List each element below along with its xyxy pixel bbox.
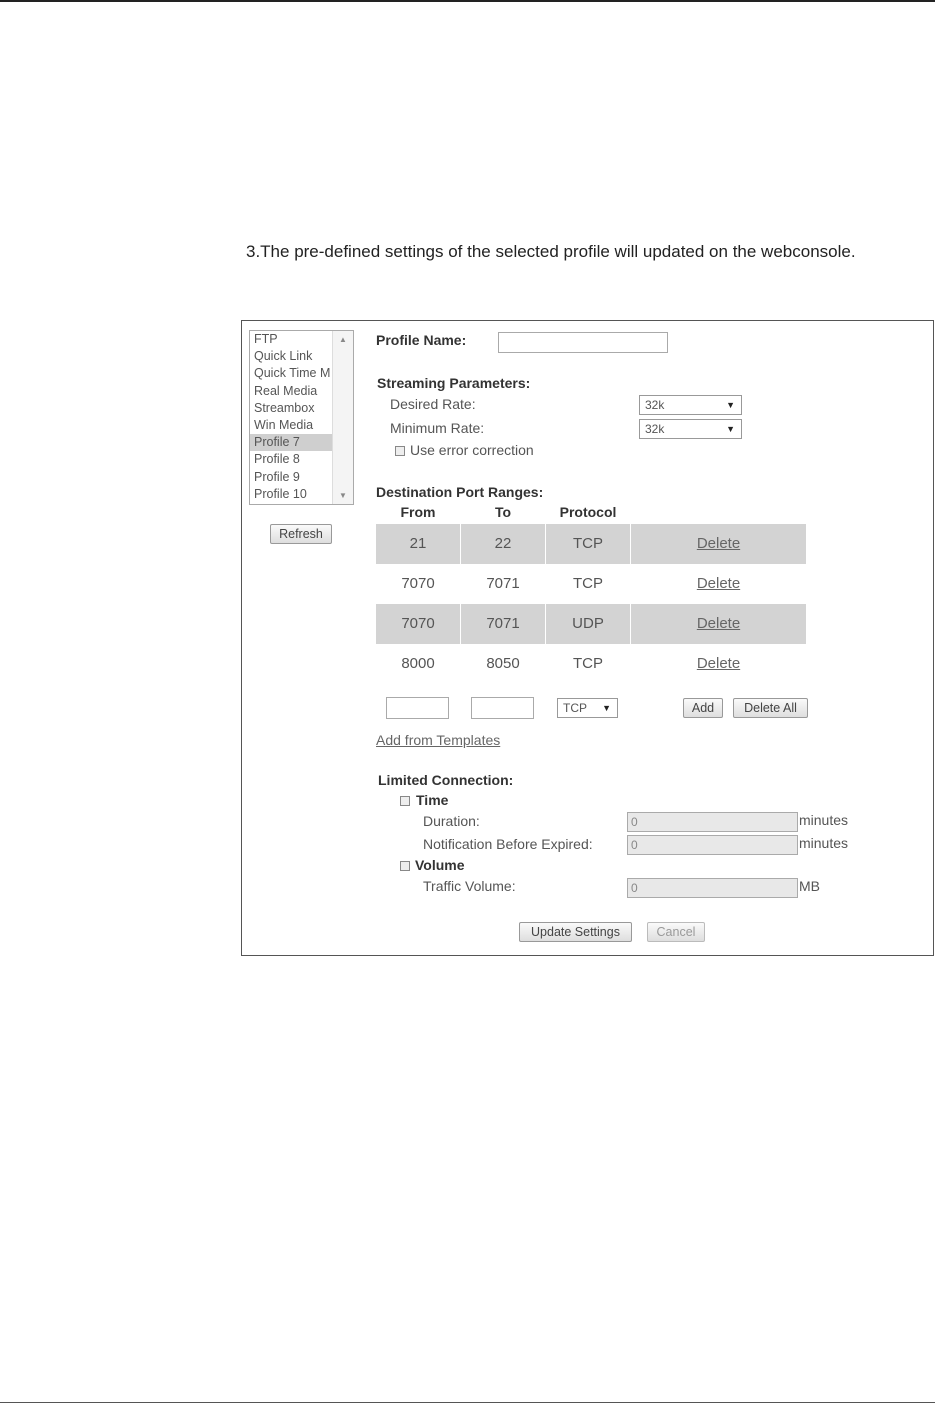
update-settings-button[interactable]: Update Settings <box>519 922 632 942</box>
streaming-parameters-heading: Streaming Parameters: <box>377 375 531 391</box>
top-rule <box>0 0 935 2</box>
duration-input[interactable]: 0 <box>627 812 798 832</box>
protocol-cell: UDP <box>546 604 630 644</box>
traffic-volume-unit: MB <box>799 878 820 894</box>
profile-list-item[interactable]: Win Media <box>254 417 314 432</box>
add-button[interactable]: Add <box>683 698 723 718</box>
profile-list-item[interactable]: Streambox <box>254 400 315 415</box>
table-row <box>376 604 806 644</box>
protocol-cell: TCP <box>573 575 603 592</box>
delete-row-link[interactable]: Delete <box>696 615 741 632</box>
desired-rate-value: 32k <box>645 398 665 412</box>
minimum-rate-value: 32k <box>645 422 665 436</box>
limited-connection-heading: Limited Connection: <box>378 772 514 788</box>
table-row <box>376 564 806 604</box>
table-row <box>376 644 806 684</box>
profile-list-item[interactable]: Profile 8 <box>254 452 300 467</box>
port-from-cell: 21 <box>376 524 460 564</box>
traffic-volume-label: Traffic Volume: <box>423 878 516 894</box>
scroll-down-icon[interactable]: ▼ <box>339 491 347 500</box>
profile-list-item[interactable]: Real Media <box>254 383 318 398</box>
dropdown-arrow-icon: ▼ <box>602 703 611 713</box>
new-port-to-input[interactable] <box>471 697 534 719</box>
profile-list-item[interactable]: Profile 10 <box>254 486 307 501</box>
port-to-cell: 8050 <box>486 655 520 672</box>
port-from-cell: 8000 <box>401 655 435 672</box>
delete-all-button[interactable]: Delete All <box>733 698 808 718</box>
volume-checkbox[interactable] <box>400 861 410 871</box>
time-checkbox[interactable] <box>400 796 410 806</box>
listbox-scrollbar[interactable] <box>332 331 353 504</box>
port-to-cell: 7071 <box>461 604 545 644</box>
port-from-cell: 7070 <box>401 575 435 592</box>
profile-list-item[interactable]: Profile 9 <box>254 469 300 484</box>
duration-unit: minutes <box>799 812 849 828</box>
dropdown-arrow-icon: ▼ <box>726 400 735 410</box>
volume-label: Volume <box>415 857 465 873</box>
time-label: Time <box>416 792 449 808</box>
protocol-cell: TCP <box>546 524 630 564</box>
traffic-volume-input[interactable]: 0 <box>627 878 798 898</box>
minimum-rate-select[interactable] <box>639 419 742 439</box>
new-protocol-select[interactable] <box>557 698 618 718</box>
port-to-cell: 7071 <box>486 575 520 592</box>
refresh-button[interactable]: Refresh <box>270 524 332 544</box>
profile-listbox[interactable] <box>249 330 354 505</box>
notification-unit: minutes <box>799 835 849 851</box>
column-header-protocol: Protocol <box>559 504 617 520</box>
new-port-from-input[interactable] <box>386 697 449 719</box>
screenshot-panel <box>241 320 934 956</box>
protocol-cell: TCP <box>573 655 603 672</box>
table-row <box>376 524 806 564</box>
scroll-up-icon[interactable]: ▲ <box>339 335 347 344</box>
error-correction-checkbox[interactable] <box>395 446 405 456</box>
column-header-to: To <box>494 504 512 520</box>
dropdown-arrow-icon: ▼ <box>726 424 735 434</box>
profile-list-item[interactable]: Quick Time M <box>254 366 331 381</box>
error-correction-label: Use error correction <box>410 442 534 458</box>
delete-row-link[interactable]: Delete <box>696 535 741 552</box>
profile-list-item[interactable]: Quick Link <box>254 349 313 364</box>
port-to-cell: 22 <box>461 524 545 564</box>
delete-row-link[interactable]: Delete <box>696 655 741 672</box>
column-header-from: From <box>400 504 436 520</box>
add-from-templates-link[interactable]: Add from Templates <box>376 732 501 748</box>
cancel-button[interactable]: Cancel <box>647 922 705 942</box>
delete-row-link[interactable]: Delete <box>696 575 741 592</box>
bottom-rule <box>0 1402 935 1403</box>
notification-input[interactable]: 0 <box>627 835 798 855</box>
port-from-cell: 7070 <box>376 604 460 644</box>
minimum-rate-label: Minimum Rate: <box>390 420 485 436</box>
port-ranges-heading: Destination Port Ranges: <box>376 484 544 500</box>
profile-list-item[interactable]: FTP <box>254 332 278 346</box>
desired-rate-label: Desired Rate: <box>390 396 476 412</box>
profile-list-item-selected[interactable]: Profile 7 <box>250 434 332 451</box>
instruction-text: 3.The pre-defined settings of the selected profile will updated on the webconsole. <box>246 242 856 261</box>
profile-name-input[interactable] <box>498 332 668 353</box>
profile-name-label: Profile Name: <box>376 332 467 348</box>
duration-label: Duration: <box>423 813 480 829</box>
desired-rate-select[interactable] <box>639 395 742 415</box>
notification-label: Notification Before Expired: <box>423 836 593 852</box>
new-protocol-value: TCP <box>563 701 587 715</box>
